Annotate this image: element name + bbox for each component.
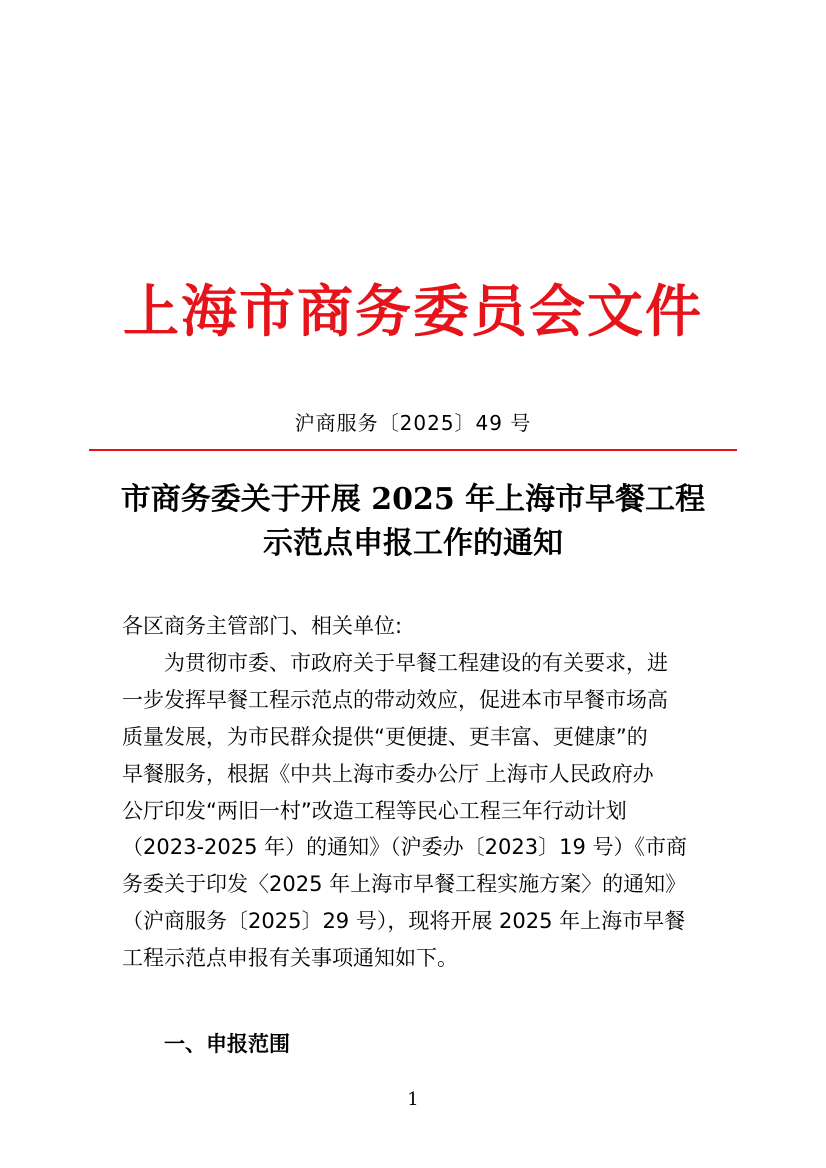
document-issuer-header: 上海市商务委员会文件	[123, 279, 703, 345]
document-title-line: 示范点申报工作的通知	[263, 526, 563, 561]
paragraph-line: （沪商服务〔2025〕29 号），现将开展 2025 年上海市早餐	[122, 909, 686, 934]
section-heading: 一、申报范围	[164, 1032, 290, 1056]
salutation: 各区商务主管部门、相关单位:	[122, 614, 403, 638]
paragraph-line: 早餐服务，根据《中共上海市委办公厅 上海市人民政府办	[122, 761, 654, 786]
paragraph-line: （2023-2025 年）的通知》（沪委办〔2023〕19 号）《市商	[122, 835, 687, 860]
paragraph-line: 工程示范点申报有关事项通知如下。	[122, 946, 458, 971]
paragraph-line: 质量发展，为市民群众提供“更便捷、更丰富、更健康”的	[122, 724, 648, 749]
red-divider-line	[89, 449, 737, 451]
document-title	[0, 478, 826, 566]
page-number: 1	[407, 1089, 419, 1110]
document-body	[122, 608, 712, 977]
document-title-line: 市商务委关于开展 2025 年上海市早餐工程	[120, 482, 706, 517]
document-number: 沪商服务〔2025〕49 号	[294, 411, 532, 435]
paragraph-line: 为贯彻市委、市政府关于早餐工程建设的有关要求，进	[164, 650, 668, 675]
paragraph-line: 务委关于印发〈2025 年上海市早餐工程实施方案〉的通知》	[122, 872, 687, 897]
paragraph-line: 公厅印发“两旧一村”改造工程等民心工程三年行动计划	[122, 798, 627, 823]
paragraph-line: 一步发挥早餐工程示范点的带动效应，促进本市早餐市场高	[122, 687, 668, 712]
